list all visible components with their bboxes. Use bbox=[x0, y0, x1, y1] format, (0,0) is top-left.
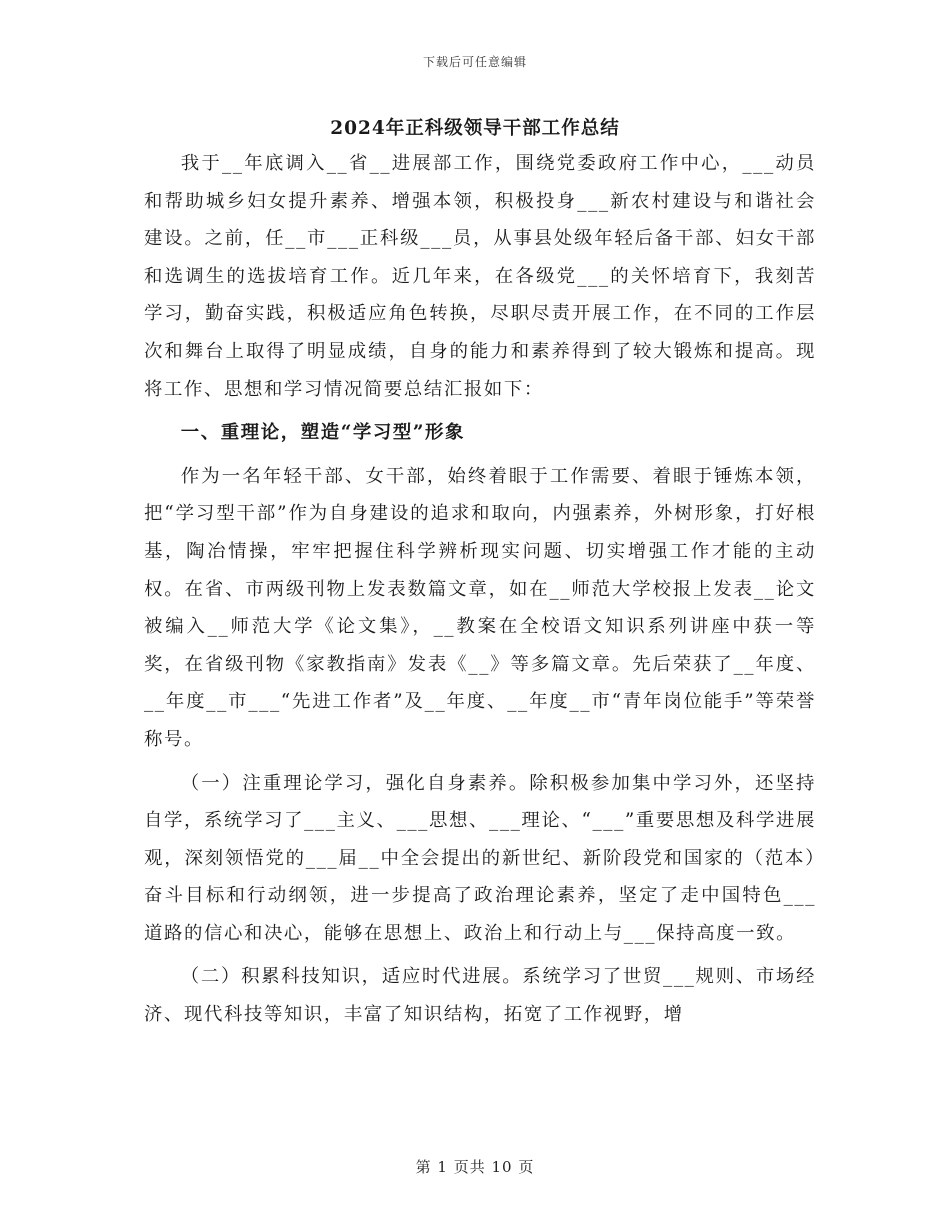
paragraph-section-1: 作为一名年轻干部、女干部，始终着眼于工作需要、着眼于锤炼本领，把“学习型干部”作为自身建设的追求和取向，内强素养，外树形象，打好根基，陶冶情操，牢牢把握住科学辨析现实问题、切实增强工作才能的主动权。在省、市两级刊物上发表数篇文章，如在__师范大学校报上发表__论文被编入__师范大学《论文集》，__教案在全校语文知识系列讲座中获一等奖，在省级刊物《家教指南》发表《__》等多篇文章。先后荣获了__年度、__年度__市___“先进工作者”及__年度、__年度__市“青年岗位能手”等荣誉称号。 bbox=[144, 465, 816, 750]
document-title: 2024年正科级领导干部工作总结 bbox=[330, 118, 620, 139]
document-body bbox=[144, 145, 816, 1034]
header-note: 下载后可任意编辑 bbox=[422, 55, 527, 69]
paragraph-subsection-1: （一）注重理论学习，强化自身素养。除积极参加集中学习外，还坚持自学，系统学习了___主义、___思想、___理论、“___”重要思想及科学进展观，深刻领悟党的___届__中全会提出的新世纪、新阶段党和国家的（范本）奋斗目标和行动纲领，进一步提高了政治理论素养，坚定了走中国特色___道路的信心和决心，能够在思想上、政治上和行动上与___保持高度一致。 bbox=[144, 772, 816, 944]
paragraph-subsection-2: （二）积累科技知识，适应时代进展。系统学习了世贸___规则、市场经济、现代科技等知识，丰富了知识结构，拓宽了工作视野，增 bbox=[144, 966, 816, 1026]
paragraph-intro: 我于__年底调入__省__进展部工作，围绕党委政府工作中心，___动员和帮助城乡妇女提升素养、增强本领，积极投身___新农村建设与和谐社会建设。之前，任__市___正科级___员，从事县处级年轻后备干部、妇女干部和选调生的选拔培育工作。近几年来，在各级党___的关怀培育下，我刻苦学习，勤奋实践，积极适应角色转换，尽职尽责开展工作，在不同的工作层次和舞台上取得了明显成绩，自身的能力和素养得到了较大锻炼和提高。现将工作、思想和学习情况简要总结汇报如下： bbox=[144, 153, 816, 400]
section-heading-1: 一、重理论，塑造“学习型”形象 bbox=[180, 422, 466, 444]
page-number-footer: 第 1 页共 10 页 bbox=[415, 1158, 535, 1176]
